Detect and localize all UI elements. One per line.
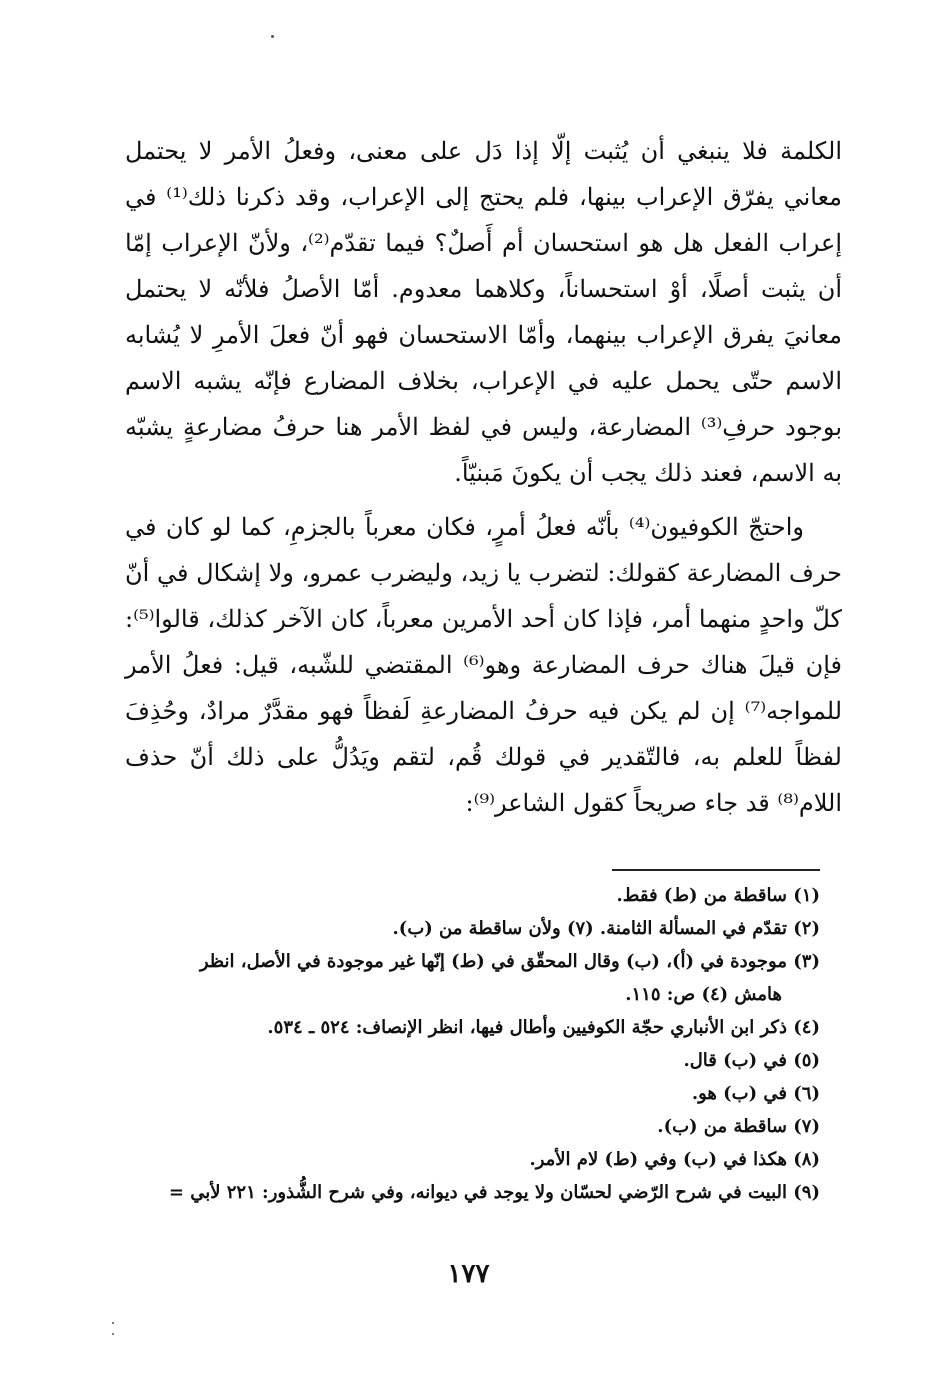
footnote: [120, 1077, 820, 1110]
scan-speck: [112, 1322, 114, 1324]
footnote-text: (٢) تقدّم في المسألة الثامنة. (٧) ولأن ساقطة من (ب).: [392, 918, 820, 939]
paragraph: الكلمة فلا ينبغي أن يُثبت إلّا إذا دَل على معنى، وفعلُ الأمر لا يحتمل معاني يفرّق الإعراب بينها، فلم يحتج إلى الإعراب، وقد ذكرنا ذلك⁽¹⁾ في إعراب الفعل هل هو استحسان أم أَصلٌ؟ فيما تقدّم⁽²⁾، ولأنّ الإعراب إمّا أن يثبت أصلًا، أوْ استحساناً، وكلاهما معدوم. أمّا الأصلُ فلأنّه لا يحتمل معانيَ يفرق الإعراب بينهما، وأمّا الاستحسان فهو أنّ فعلَ الأمرِ لا يُشابه الاسم حتّى يحمل عليه في الإعراب، بخلاف المضارع فإنّه يشبه الاسم بوجود حرفِ⁽³⁾ المضارعة، وليس في لفظ الأمر هنا حرفُ مضارعةٍ يشبّه به الاسم، فعند ذلك يجب أن يكونَ مَبنيّاً.: [125, 137, 843, 487]
footnote: [120, 945, 820, 1011]
paragraph: واحتجّ الكوفيون⁽⁴⁾ بأنّه فعلُ أمرٍ، فكان معرباً بالجزمِ، كما لو كان في حرف المضارعة كقولك: لتضرب يا زيد، وليضرب عمرو، ولا إشكال في أنّ كلّ واحدٍ منهما أمر، فإذا كان أحد الأمرين معرباً، كان الآخر كذلك، قالوا⁽⁵⁾: فإن قيلَ هناك حرف المضارعة وهو⁽⁶⁾ المقتضي للشّبه، قيل: فعلُ الأمر للمواجه⁽⁷⁾ إن لم يكن فيه حرفُ المضارعةِ لَفظاً فهو مقدَّرٌ مرادٌ، وحُذِفَ لفظاً للعلم به، فالتّقدير في قولك قُم، لتقم ويَدُلُّ على ذلك أنّ حذف اللام⁽⁸⁾ قد جاء صريحاً كقول الشاعر⁽⁹⁾:: [125, 513, 843, 817]
footnote: [120, 912, 820, 945]
footnote-text: (٨) هكذا في (ب) وفي (ط) لام الأمر.: [529, 1149, 820, 1170]
footnote-text: (١) ساقطة من (ط) فقط.: [616, 885, 820, 906]
footnote: [120, 1110, 820, 1143]
footnote: [120, 1176, 820, 1209]
footnote-text: (٤) ذكر ابن الأنباري حجّة الكوفيين وأطال فيها، انظر الإنصاف: ٥٢٤ ـ ٥٣٤.: [267, 1017, 820, 1038]
page-number: ١٧٧: [447, 1259, 490, 1289]
footnote-text: (٩) البيت في شرح الرّضي لحسّان ولا يوجد في ديوانه، وفي شرح الشُّذور: ٢٢١ لأبي =: [168, 1182, 820, 1203]
footnote: [120, 879, 820, 912]
footnote-text: (٧) ساقطة من (ب).: [657, 1116, 820, 1137]
scan-speck: [271, 35, 274, 38]
footnote-separator: [612, 869, 820, 871]
footnote-text: (٦) في (ب) هو.: [691, 1083, 820, 1104]
footnotes: [120, 879, 820, 1209]
footnote-continuation: هامش (٤) ص: ١١٥.: [625, 984, 782, 1005]
footnote: [120, 1011, 820, 1044]
scan-speck: [112, 1333, 114, 1335]
footnote-text: (٥) في (ب) قال.: [683, 1050, 820, 1071]
footnote-text: (٣) موجودة في (أ)، (ب) وقال المحقّق في (ط) إنّها غير موجودة في الأصل، انظر: [199, 951, 820, 972]
footnote: [120, 1044, 820, 1077]
footnote: [120, 1143, 820, 1176]
main-text: [125, 128, 842, 826]
